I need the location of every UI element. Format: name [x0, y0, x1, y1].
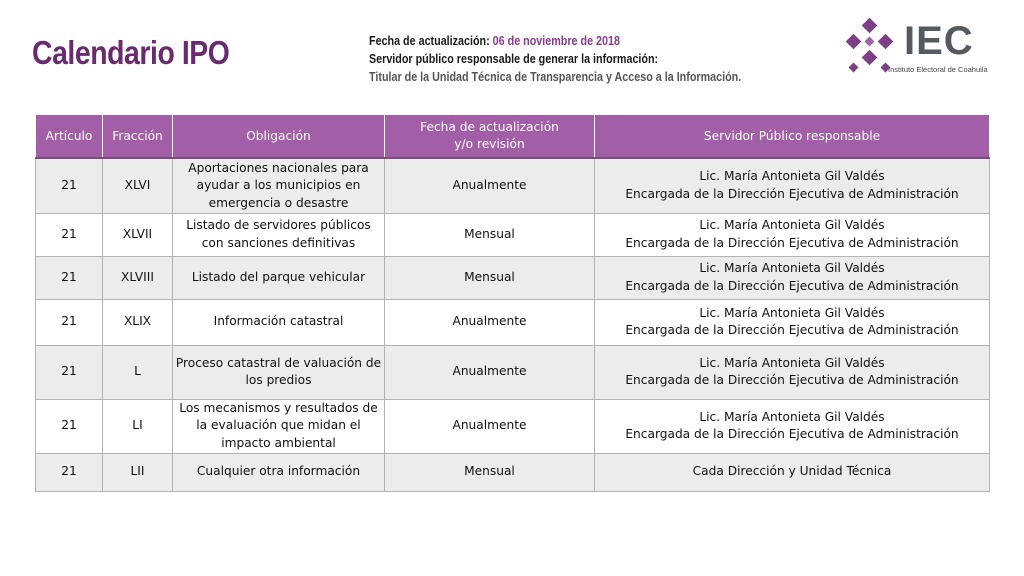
- cell-fraccion: LII: [103, 453, 173, 491]
- table-row: [36, 299, 990, 345]
- table-row: [36, 158, 990, 213]
- cell-articulo: 21: [36, 399, 103, 453]
- responsable-name: Lic. María Antonieta Gil Valdés: [699, 218, 885, 232]
- cell-periodo: Mensual: [385, 213, 595, 256]
- logo-subtitle: Instituto Electoral de Coahuila: [888, 65, 988, 74]
- cell-obligacion: Los mecanismos y resultados de la evaluación que midan el impacto ambiental: [173, 399, 385, 453]
- cell-articulo: 21: [36, 158, 103, 213]
- page-title: Calendario IPO: [32, 34, 230, 71]
- update-date: 06 de noviembre de 2018: [492, 34, 620, 48]
- responsable-role: Encargada de la Dirección Ejecutiva de Administración: [625, 235, 959, 250]
- cell-responsable: [595, 399, 990, 453]
- cell-periodo: Anualmente: [385, 345, 595, 399]
- cell-periodo: Anualmente: [385, 158, 595, 213]
- cell-periodo: Anualmente: [385, 399, 595, 453]
- responsable-role: Encargada de la Dirección Ejecutiva de Administración: [625, 323, 959, 337]
- cell-fraccion: L: [103, 345, 173, 399]
- cell-fraccion: XLVI: [103, 158, 173, 213]
- header-fecha-line2: y/o revisión: [454, 137, 525, 151]
- cell-articulo: 21: [36, 213, 103, 256]
- cell-responsable: [595, 213, 990, 256]
- cell-fraccion: XLVII: [103, 213, 173, 256]
- cell-responsable: [595, 158, 990, 213]
- table-row: [36, 399, 990, 453]
- responsable-name: Lic. María Antonieta Gil Valdés: [699, 169, 885, 184]
- cell-fraccion: XLVIII: [103, 256, 173, 299]
- table-row: [36, 256, 990, 299]
- responsable-name: Lic. María Antonieta Gil Valdés: [699, 305, 885, 320]
- header-fraccion: Fracción: [103, 115, 173, 159]
- cell-obligacion: Aportaciones nacionales para ayudar a los municipios en emergencia o desastre: [173, 158, 385, 213]
- responsable-role: Encargada de la Dirección Ejecutiva de Administración: [625, 373, 959, 387]
- header-servidor: Servidor Público responsable: [595, 115, 990, 159]
- table-header-row: [36, 115, 990, 159]
- update-label: Fecha de actualización:: [369, 34, 490, 48]
- cell-articulo: 21: [36, 453, 103, 491]
- logo-name: IEC: [904, 19, 974, 63]
- header-articulo: Artículo: [36, 115, 103, 159]
- cell-periodo: Anualmente: [385, 299, 595, 345]
- responsable-name: Lic. María Antonieta Gil Valdés: [699, 409, 885, 424]
- cell-periodo: Mensual: [385, 453, 595, 491]
- cell-periodo: Mensual: [385, 256, 595, 299]
- cell-responsable: [595, 345, 990, 399]
- responsable-name: Cada Dirección y Unidad Técnica: [692, 464, 892, 479]
- table-row: [36, 213, 990, 256]
- ipo-calendar-table: [35, 114, 990, 492]
- responsable-role: Encargada de la Dirección Ejecutiva de Administración: [625, 427, 959, 441]
- responsable-role: Encargada de la Dirección Ejecutiva de Administración: [625, 186, 959, 201]
- iec-logo: [842, 18, 1012, 80]
- table-row: [36, 345, 990, 399]
- cell-articulo: 21: [36, 299, 103, 345]
- responsable-name: Lic. María Antonieta Gil Valdés: [699, 355, 885, 370]
- table-row: [36, 453, 990, 491]
- responsable-name: Lic. María Antonieta Gil Valdés: [699, 261, 885, 275]
- cell-responsable: [595, 256, 990, 299]
- cell-obligacion: Información catastral: [173, 299, 385, 345]
- cell-obligacion: Listado de servidores públicos con sanciones definitivas: [173, 213, 385, 256]
- responsible-value: Titular de la Unidad Técnica de Transparencia y Acceso a la Información.: [369, 70, 742, 84]
- update-info: [369, 32, 741, 86]
- cell-responsable: [595, 299, 990, 345]
- cell-fraccion: XLIX: [103, 299, 173, 345]
- cell-fraccion: LI: [103, 399, 173, 453]
- cell-obligacion: Cualquier otra información: [173, 453, 385, 491]
- update-line: [369, 32, 741, 50]
- responsable-role: Encargada de la Dirección Ejecutiva de Administración: [625, 278, 959, 293]
- cell-articulo: 21: [36, 345, 103, 399]
- responsible-label: Servidor público responsable de generar la información:: [369, 52, 659, 66]
- cell-articulo: 21: [36, 256, 103, 299]
- cell-obligacion: Listado del parque vehicular: [173, 256, 385, 299]
- cell-responsable: [595, 453, 990, 491]
- cell-obligacion: Proceso catastral de valuación de los predios: [173, 345, 385, 399]
- header-obligacion: Obligación: [173, 115, 385, 159]
- header-fecha-line1: Fecha de actualización: [420, 120, 559, 134]
- header-fecha: [385, 115, 595, 159]
